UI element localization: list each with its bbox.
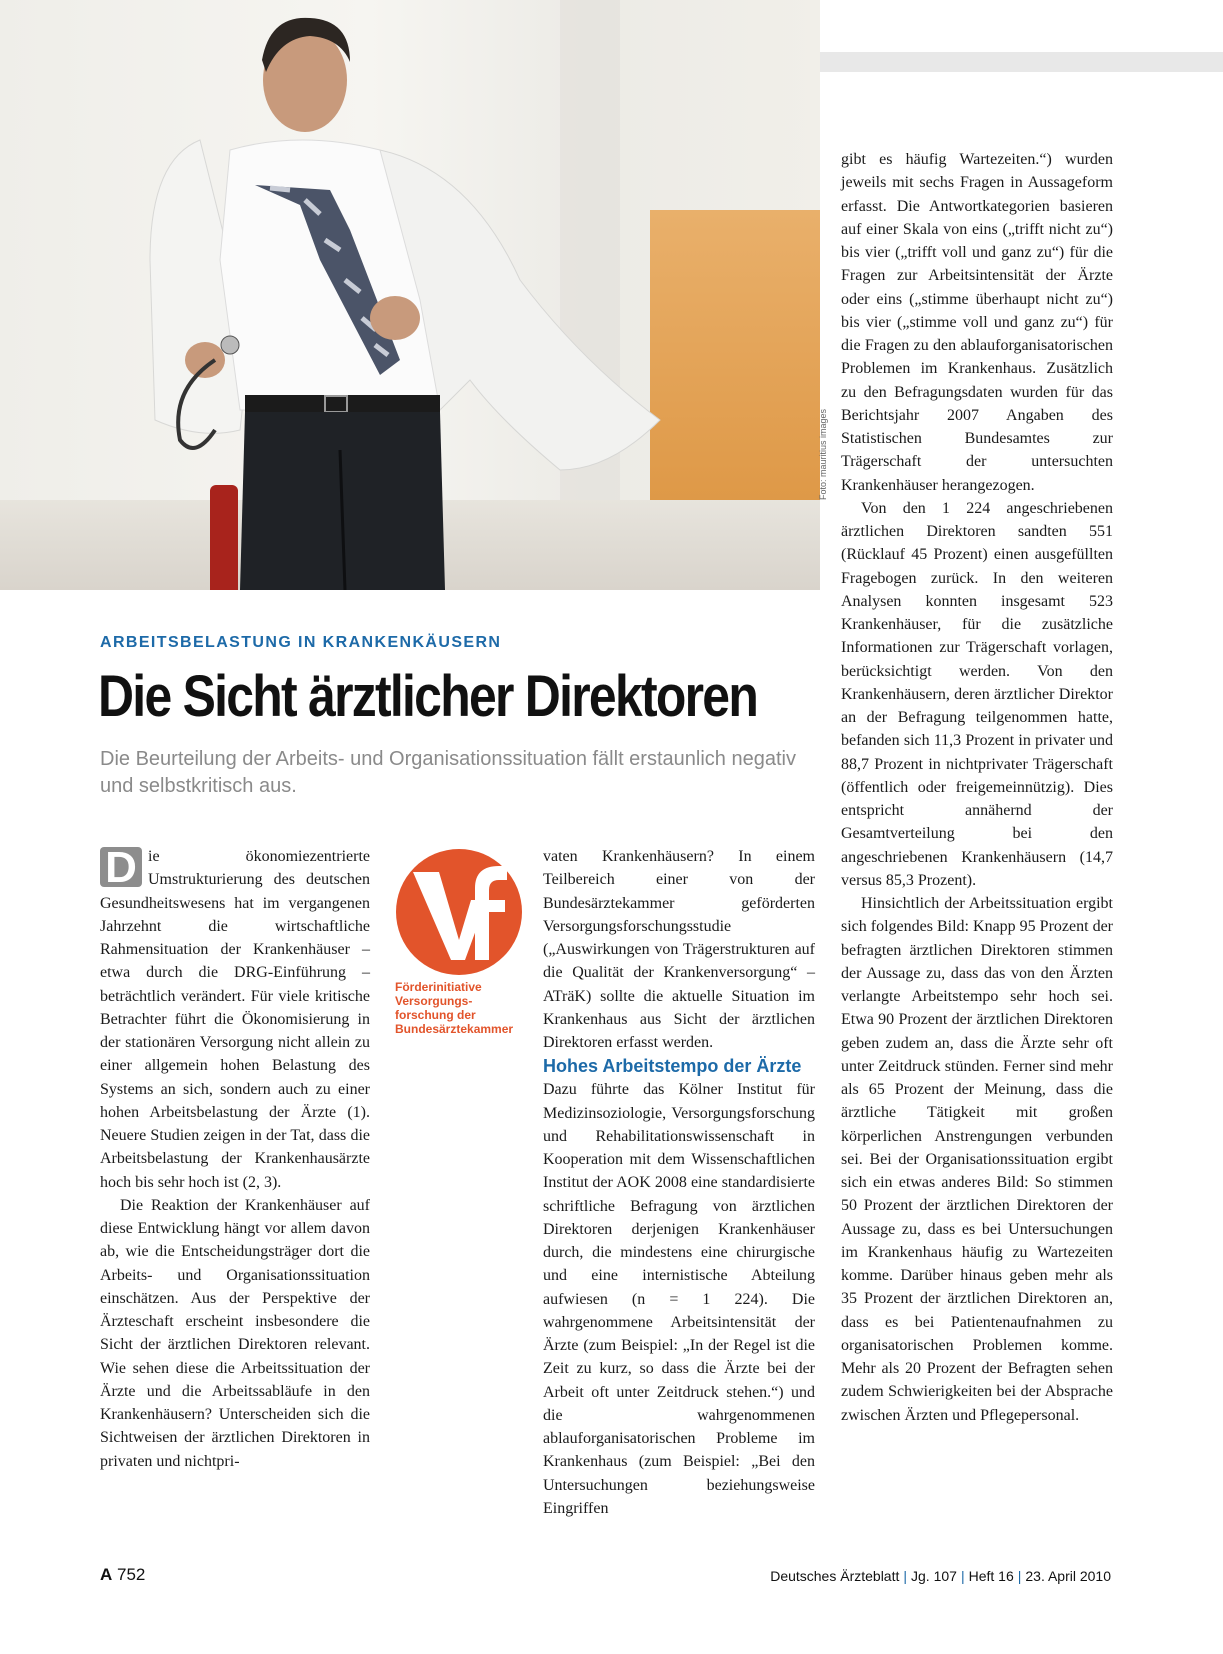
paragraph-text: ie ökonomiezentrierte Umstrukturierung des deutschen Gesundheitswesens hat im vergangenen Jahrzehnt die wirtschaftliche Rahmensituation der Krankenhäuser – etwa durch die DRG-Einführung – beträchtlich verändert. Für viele kritische Betrachter führt die Ökonomisierung in der stationären Versorgung nicht allein zu einer allgemein hohen Belastung des Systems an sich, sondern auch zu einer hohen Arbeitsbelastung der Ärzte (1). Neuere Studien zeigen in der Tat, dass die Arbeitsbelastung der Krankenhausärzte hoch bis sehr hoch ist (2, 3). bbox=[100, 848, 370, 1191]
page-number bbox=[100, 1565, 145, 1585]
logo-caption: Förderinitiative Versorgungs- forschung der Bundesärztekammer bbox=[395, 980, 514, 1036]
journal-info: Deutsches Ärzteblatt | Jg. 107 | Heft 16 | 23. April 2010 bbox=[770, 1568, 1111, 1584]
paragraph-1 bbox=[100, 845, 370, 1194]
paragraph-3: vaten Krankenhäusern? In einem Teilbereich einer von der Bundesärztekammer geförderten Versorgungsforschungsstudie („Auswirkungen von Trägerstrukturen auf die Qualität der Krankenversorgung“ – ATräK) sollte die aktuelle Situation im Krankenhaus aus Sicht der ärztlichen Direktoren erfasst werden. bbox=[543, 848, 815, 1051]
journal-issue: Heft 16 bbox=[968, 1568, 1014, 1584]
column-2 bbox=[543, 845, 815, 1520]
paragraph-7: Hinsichtlich der Arbeitssituation ergibt sich folgendes Bild: Knapp 95 Prozent der befragten ärztlichen Direktoren stimmen der Aussage zu, dass das von den Ärzten verlangte Arbeitstempo sehr hoch sei. Etwa 90 Prozent der ärztlichen Direktoren geben zudem an, dass die Ärzte sehr oft unter Zeitdruck stünden. Ferner sind mehr als 65 Prozent der Meinung, dass die ärztliche Tätigkeit mit großen körperlichen Anstrengungen verbunden sei. Bei der Organisationssituation ergibt sich ein etwas anderes Bild: So stimmen 50 Prozent der ärztlichen Direktoren der Aussage zu, dass es bei Untersuchungen im Krankenhaus häufig zu Wartezeiten komme. Darüber hinaus geben mehr als 35 Prozent der ärztlichen Direktoren an, dass es bei Patientenaufnahmen zu organisatorischen Problemen komme. Mehr als 20 Prozent der Befragten sehen zudem Schwierigkeiten bei der Absprache zwischen Ärzten und Pflegepersonal. bbox=[841, 895, 1113, 1424]
kicker: ARBEITSBELASTUNG IN KRANKENKÄUSERN bbox=[100, 634, 502, 651]
column-1 bbox=[100, 845, 370, 1473]
top-rule bbox=[820, 52, 1223, 72]
paragraph-2: Die Reaktion der Krankenhäuser auf diese Entwicklung hängt vor allem davon ab, wie die Entscheidungsträger dort die Arbeits- und Organisationssituation einschätzen. Aus der Perspektive der Ärzteschaft erscheint insbesondere die Sicht der ärztlichen Direktoren relevant. Wie sehen diese die Arbeitssituation der Ärzte und die Arbeitssabläufe in den Krankenhäusern? Unterscheiden sich die Sichtweisen der ärztlichen Direktoren in privaten und nichtpri- bbox=[100, 1196, 370, 1470]
header-photo bbox=[0, 0, 820, 590]
running-doctor-photo bbox=[0, 0, 820, 590]
journal-volume: Jg. 107 bbox=[911, 1568, 957, 1584]
drop-cap: D bbox=[100, 847, 142, 887]
column-3 bbox=[841, 148, 1113, 1427]
vf-logo bbox=[395, 848, 530, 1036]
section-heading: Hohes Arbeitstempo der Ärzte bbox=[543, 1056, 802, 1077]
subtitle: Die Beurteilung der Arbeits- und Organisationssituation fällt erstaunlich negativ und selbstkritisch aus. bbox=[100, 748, 796, 797]
page-number-value: 752 bbox=[117, 1565, 146, 1584]
vf-logo-icon bbox=[395, 848, 523, 976]
journal-date: 23. April 2010 bbox=[1025, 1568, 1111, 1584]
page-prefix: A bbox=[100, 1565, 113, 1584]
page-title: Die Sicht ärztlicher Direktoren bbox=[98, 664, 758, 729]
journal-name: Deutsches Ärzteblatt bbox=[770, 1568, 900, 1584]
photo-credit: Foto: mauritius images bbox=[818, 408, 828, 500]
paragraph-5: gibt es häufig Wartezeiten.“) wurden jeweils mit sechs Fragen in Aussageform erfasst. Die Antwortkategorien basieren auf einer Skala von eins („trifft nicht zu“) bis vier („trifft voll und ganz zu“) für die Fragen zur Arbeitsintensität der Ärzte oder eins („stimme überhaupt nicht zu“) bis vier („stimme voll und ganz zu“) für die Fragen zu den ablauforganisatorischen Problemen im Krankenhaus. Zusätzlich zu den Befragungsdaten wurden für das Berichtsjahr 2007 Angaben des Statistischen Bundesamtes zur Trägerschaft der untersuchten Krankenhäuser herangezogen. bbox=[841, 151, 1113, 494]
paragraph-4: Dazu führte das Kölner Institut für Medizinsoziologie, Versorgungsforschung und Rehabilitationswissenschaft in Kooperation mit dem Wissenschaftlichen Institut der AOK 2008 eine standardisierte schriftliche Befragung von ärztlichen Direktoren derjenigen Krankenhäuser durch, die mindestens eine chirurgische und eine internistische Abteilung aufwiesen (n = 1 224). Die wahrgenommene Arbeitsintensität der Ärzte (zum Beispiel: „In der Regel ist die Zeit zu kurz, so dass die Ärzte bei der Arbeit oft unter Zeitdruck stehen.“) und die wahrgenommenen ablauforganisatorischen Probleme im Krankenhaus (zum Beispiel: „Bei den Untersuchungen beziehungsweise Eingriffen bbox=[543, 1081, 815, 1517]
paragraph-6: Von den 1 224 angeschriebenen ärztlichen Direktoren sandten 551 (Rücklauf 45 Prozent) einen ausgefüllten Fragebogen zurück. In den weiteren Analysen konnten insgesamt 523 Krankenhäuser, für die zusätzliche Informationen zur Trägerschaft vorlagen, berücksichtigt werden. Von den Krankenhäusern, deren ärztlicher Direktor an der Befragung teilgenommen hatte, befanden sich 11,3 Prozent in privater und 88,7 Prozent in nichtprivater Trägerschaft (öffentlich oder freigemeinnützig). Dies entspricht annähernd der Gesamtverteilung bei den angeschriebenen Krankenhäusern (14,7 versus 85,3 Prozent). bbox=[841, 499, 1113, 889]
